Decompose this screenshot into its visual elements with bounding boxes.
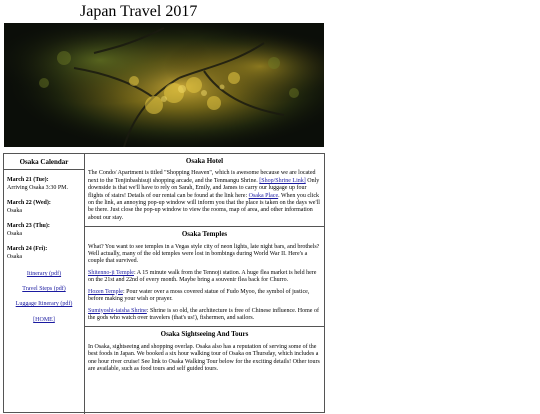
- calendar-day-text: Arriving Osaka 3:30 PM.: [7, 185, 68, 191]
- hotel-paragraph: [88, 170, 321, 222]
- hozen-temple-link[interactable]: Hozen Temple: [88, 288, 123, 295]
- sightseeing-paragraph: In Osaka, sightseeing and shopping overlap. Osaka also has a reputation of serving some of the best foods in Japan. We booked a six hour walking tour of Osaka on Thursday, which includes a one hour river cruise! See link to Osaka Walking Tour below for the exciting details! Other tours are available, such as food tours and self guided tours.: [88, 343, 320, 372]
- page-title: Japan Travel 2017: [80, 3, 198, 20]
- calendar-day-text: Osaka: [7, 231, 22, 237]
- luggage-itinerary-link[interactable]: Luggage Itinerary (pdf): [15, 301, 73, 307]
- hotel-text-a: The Condo/ Apartment is titled "Shopping Heaven", which is awesome because we are located next to the Tenjinbashisuji shopping arcade, and the Tenmangu Shrine.: [88, 170, 316, 184]
- travel-steps-link[interactable]: Travel Steps (pdf): [22, 286, 66, 292]
- calendar-day-text: Osaka: [7, 208, 22, 214]
- calendar-day: [7, 222, 81, 238]
- temple-item-text: : Shrine is so old, the architecture is free of Chinese influence. Home of the gods who watch over travelers (that's us!), fishermen, and sailors.: [88, 307, 319, 321]
- main-layout-table: [3, 153, 325, 413]
- calendar-day: [7, 176, 81, 192]
- calendar-day-text: Osaka: [7, 254, 22, 260]
- temple-item: [88, 308, 321, 323]
- section-osaka-temples: [85, 227, 324, 322]
- section-osaka-sightseeing: [85, 327, 324, 373]
- section-heading-hotel: Osaka Hotel: [185, 157, 224, 165]
- sumiyoshi-shrine-link[interactable]: Sumiyoshi-taisha Shrine: [88, 307, 147, 314]
- banner-image-autumn-foliage: [4, 23, 324, 147]
- calendar-day: [7, 199, 81, 215]
- shop-shrine-link[interactable]: [Shop/Shrine Link]: [259, 177, 306, 184]
- calendar-days: [4, 170, 84, 261]
- osaka-place-link[interactable]: Osaka Place: [248, 192, 279, 199]
- temple-item-text: : A 15 minute walk from the Tennoji station. A huge flea market is held here on the 21st and 22nd of every month. Maybe bring a souvenir flea back for Churro.: [88, 269, 317, 284]
- calendar-day: [7, 245, 81, 261]
- hotel-text-b: Only downside is that we'll have to rely on Sarah, Emily, and James to carry our luggage up four flights of stairs! Details of our rental can be found at the link here:: [88, 177, 320, 199]
- temple-item: [88, 270, 321, 285]
- itinerary-link[interactable]: Itinerary (pdf): [26, 271, 62, 277]
- section-heading-sightseeing: Osaka Sightseeing And Tours: [160, 330, 249, 339]
- main-content: [85, 154, 324, 414]
- hotel-text-c: . When you click on the link, an annoying pop-up window will inform you that the place is taken on the days we'll be there. Just close the pop-up window to view the rooms, map of area, and other information about our stay.: [88, 192, 320, 221]
- shitennoji-temple-link[interactable]: Shitenno-ji Temple: [88, 269, 134, 276]
- calendar-day-title: March 23 (Thu):: [7, 223, 50, 229]
- foliage-photo: [4, 23, 324, 147]
- calendar-day-title: March 24 (Fri):: [7, 246, 48, 252]
- sidebar-heading: Osaka Calendar: [4, 154, 84, 170]
- section-heading-temples: Osaka Temples: [181, 230, 228, 239]
- temple-item-text: : Pour water over a moss covered statue of Fudo Myoo, the symbol of justice, before making your wish or prayer.: [88, 288, 310, 303]
- sidebar-osaka-calendar: [4, 154, 85, 414]
- calendar-day-title: March 22 (Wed):: [7, 200, 51, 206]
- temples-intro: What? You want to see temples in a Vegas style city of neon lights, late night bars, and brothels? Well actually, many of the old temples were lost in bombings during World War II. Here's a couple that survived.: [88, 243, 320, 265]
- temple-item: [88, 289, 321, 304]
- sidebar-links: [4, 270, 84, 308]
- home-link[interactable]: [HOME]: [33, 317, 55, 323]
- calendar-day-title: March 21 (Tue):: [7, 177, 49, 183]
- section-osaka-hotel: [85, 154, 324, 222]
